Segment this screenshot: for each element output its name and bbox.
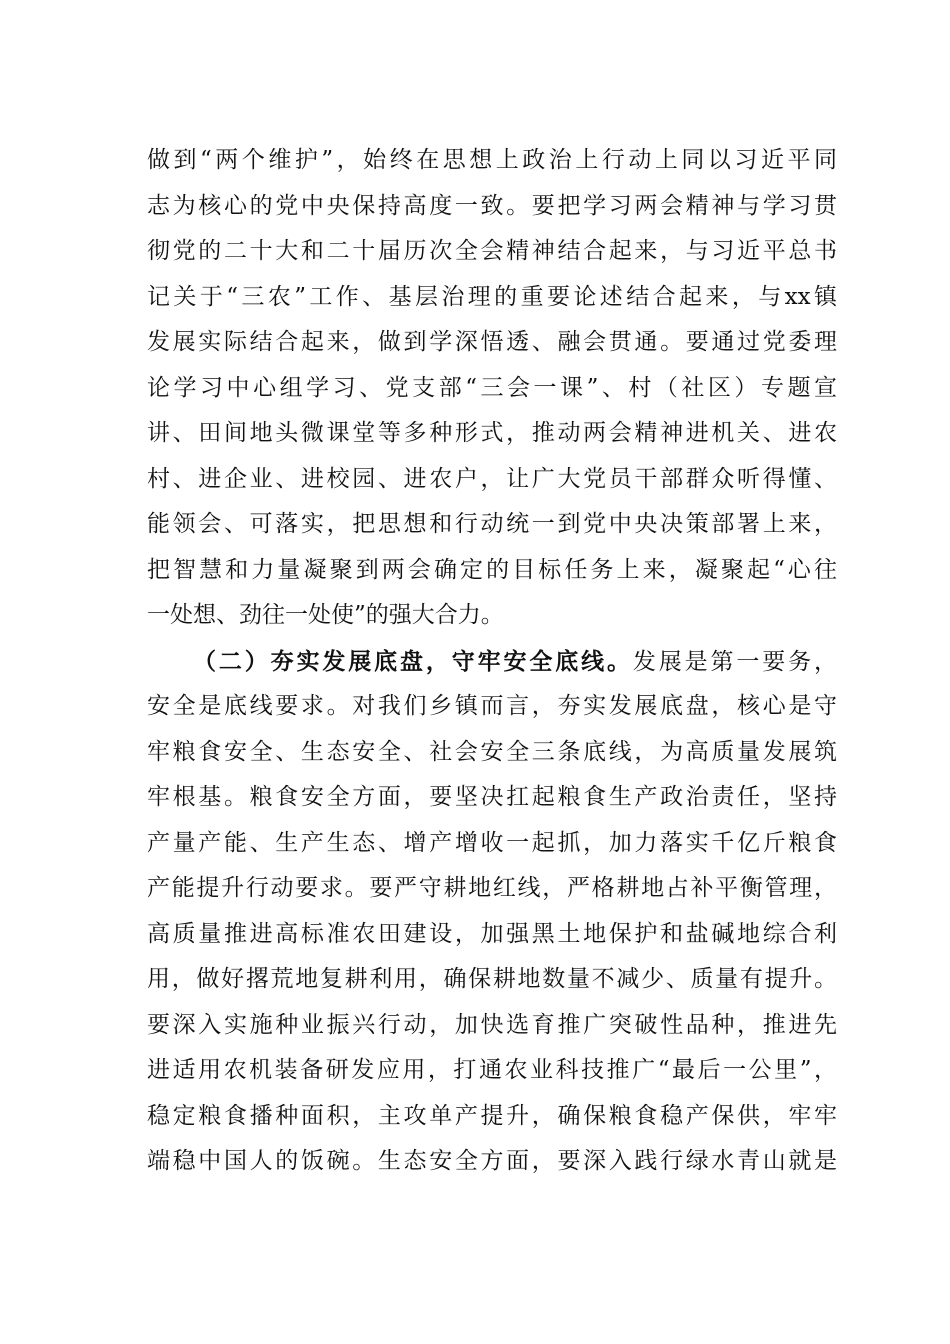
text-line: 要深入实施种业振兴行动，加快选育推广突破性品种，推进先 xyxy=(147,1011,837,1038)
paragraph-1 xyxy=(147,138,837,639)
text-line: 彻党的二十大和二十届历次全会精神结合起来，与习近平总书 xyxy=(147,238,837,264)
text-line: 村、进企业、进校园、进农户，让广大党员干部群众听得懂、 xyxy=(147,465,837,492)
text-line: 高质量推进高标准农田建设，加强黑土地保护和盐碱地综合利 xyxy=(147,920,837,947)
text-line: 产能提升行动要求。要严守耕地红线，严格耕地占补平衡管理， xyxy=(147,875,837,901)
text-line: 论学习中心组学习、党支部“三会一课”、村（社区）专题宣 xyxy=(147,374,837,401)
text-line: 进适用农机装备研发应用，打通农业科技推广“最后一公里”， xyxy=(147,1057,837,1083)
text-line: 记关于“三农”工作、基层治理的重要论述结合起来，与xx镇 xyxy=(147,283,837,310)
text-line: 安全是底线要求。对我们乡镇而言，夯实发展底盘，核心是守 xyxy=(147,693,837,719)
paragraph-2 xyxy=(147,639,837,1185)
text-line: 做到“两个维护”，始终在思想上政治上行动上同以习近平同 xyxy=(147,147,837,173)
section-heading: （二）夯实发展底盘，守牢安全底线。 xyxy=(193,647,633,675)
paragraph-first-line xyxy=(147,639,837,685)
text-line: 稳定粮食播种面积，主攻单产提升，确保粮食稳产保供，牢牢 xyxy=(147,1102,837,1129)
text-line: 讲、田间地头微课堂等多种形式，推动两会精神进机关、进农 xyxy=(147,420,837,446)
text-line: 发展实际结合起来，做到学深悟透、融会贯通。要通过党委理 xyxy=(147,329,837,355)
heading-followup-text: 发展是第一要务， xyxy=(632,648,837,675)
text-line: 端稳中国人的饭碗。生态安全方面，要深入践行绿水青山就是 xyxy=(147,1148,837,1174)
text-line: 牢根基。粮食安全方面，要坚决扛起粮食生产政治责任，坚持 xyxy=(147,784,837,810)
text-line: 把智慧和力量凝聚到两会确定的目标任务上来，凝聚起“心往 xyxy=(147,556,837,583)
text-line: 能领会、可落实，把思想和行动统一到党中央决策部署上来， xyxy=(147,511,837,537)
text-line: 一处想、劲往一处使”的强大合力。 xyxy=(147,602,504,628)
text-line: 志为核心的党中央保持高度一致。要把学习两会精神与学习贯 xyxy=(147,192,837,219)
text-line: 牢粮食安全、生态安全、社会安全三条底线，为高质量发展筑 xyxy=(147,738,837,765)
text-line: 用，做好撂荒地复耕利用，确保耕地数量不减少、质量有提升。 xyxy=(147,966,837,992)
document-body xyxy=(147,138,837,1185)
text-line: 产量产能、生产生态、增产增收一起抓，加力落实千亿斤粮食 xyxy=(147,829,837,856)
